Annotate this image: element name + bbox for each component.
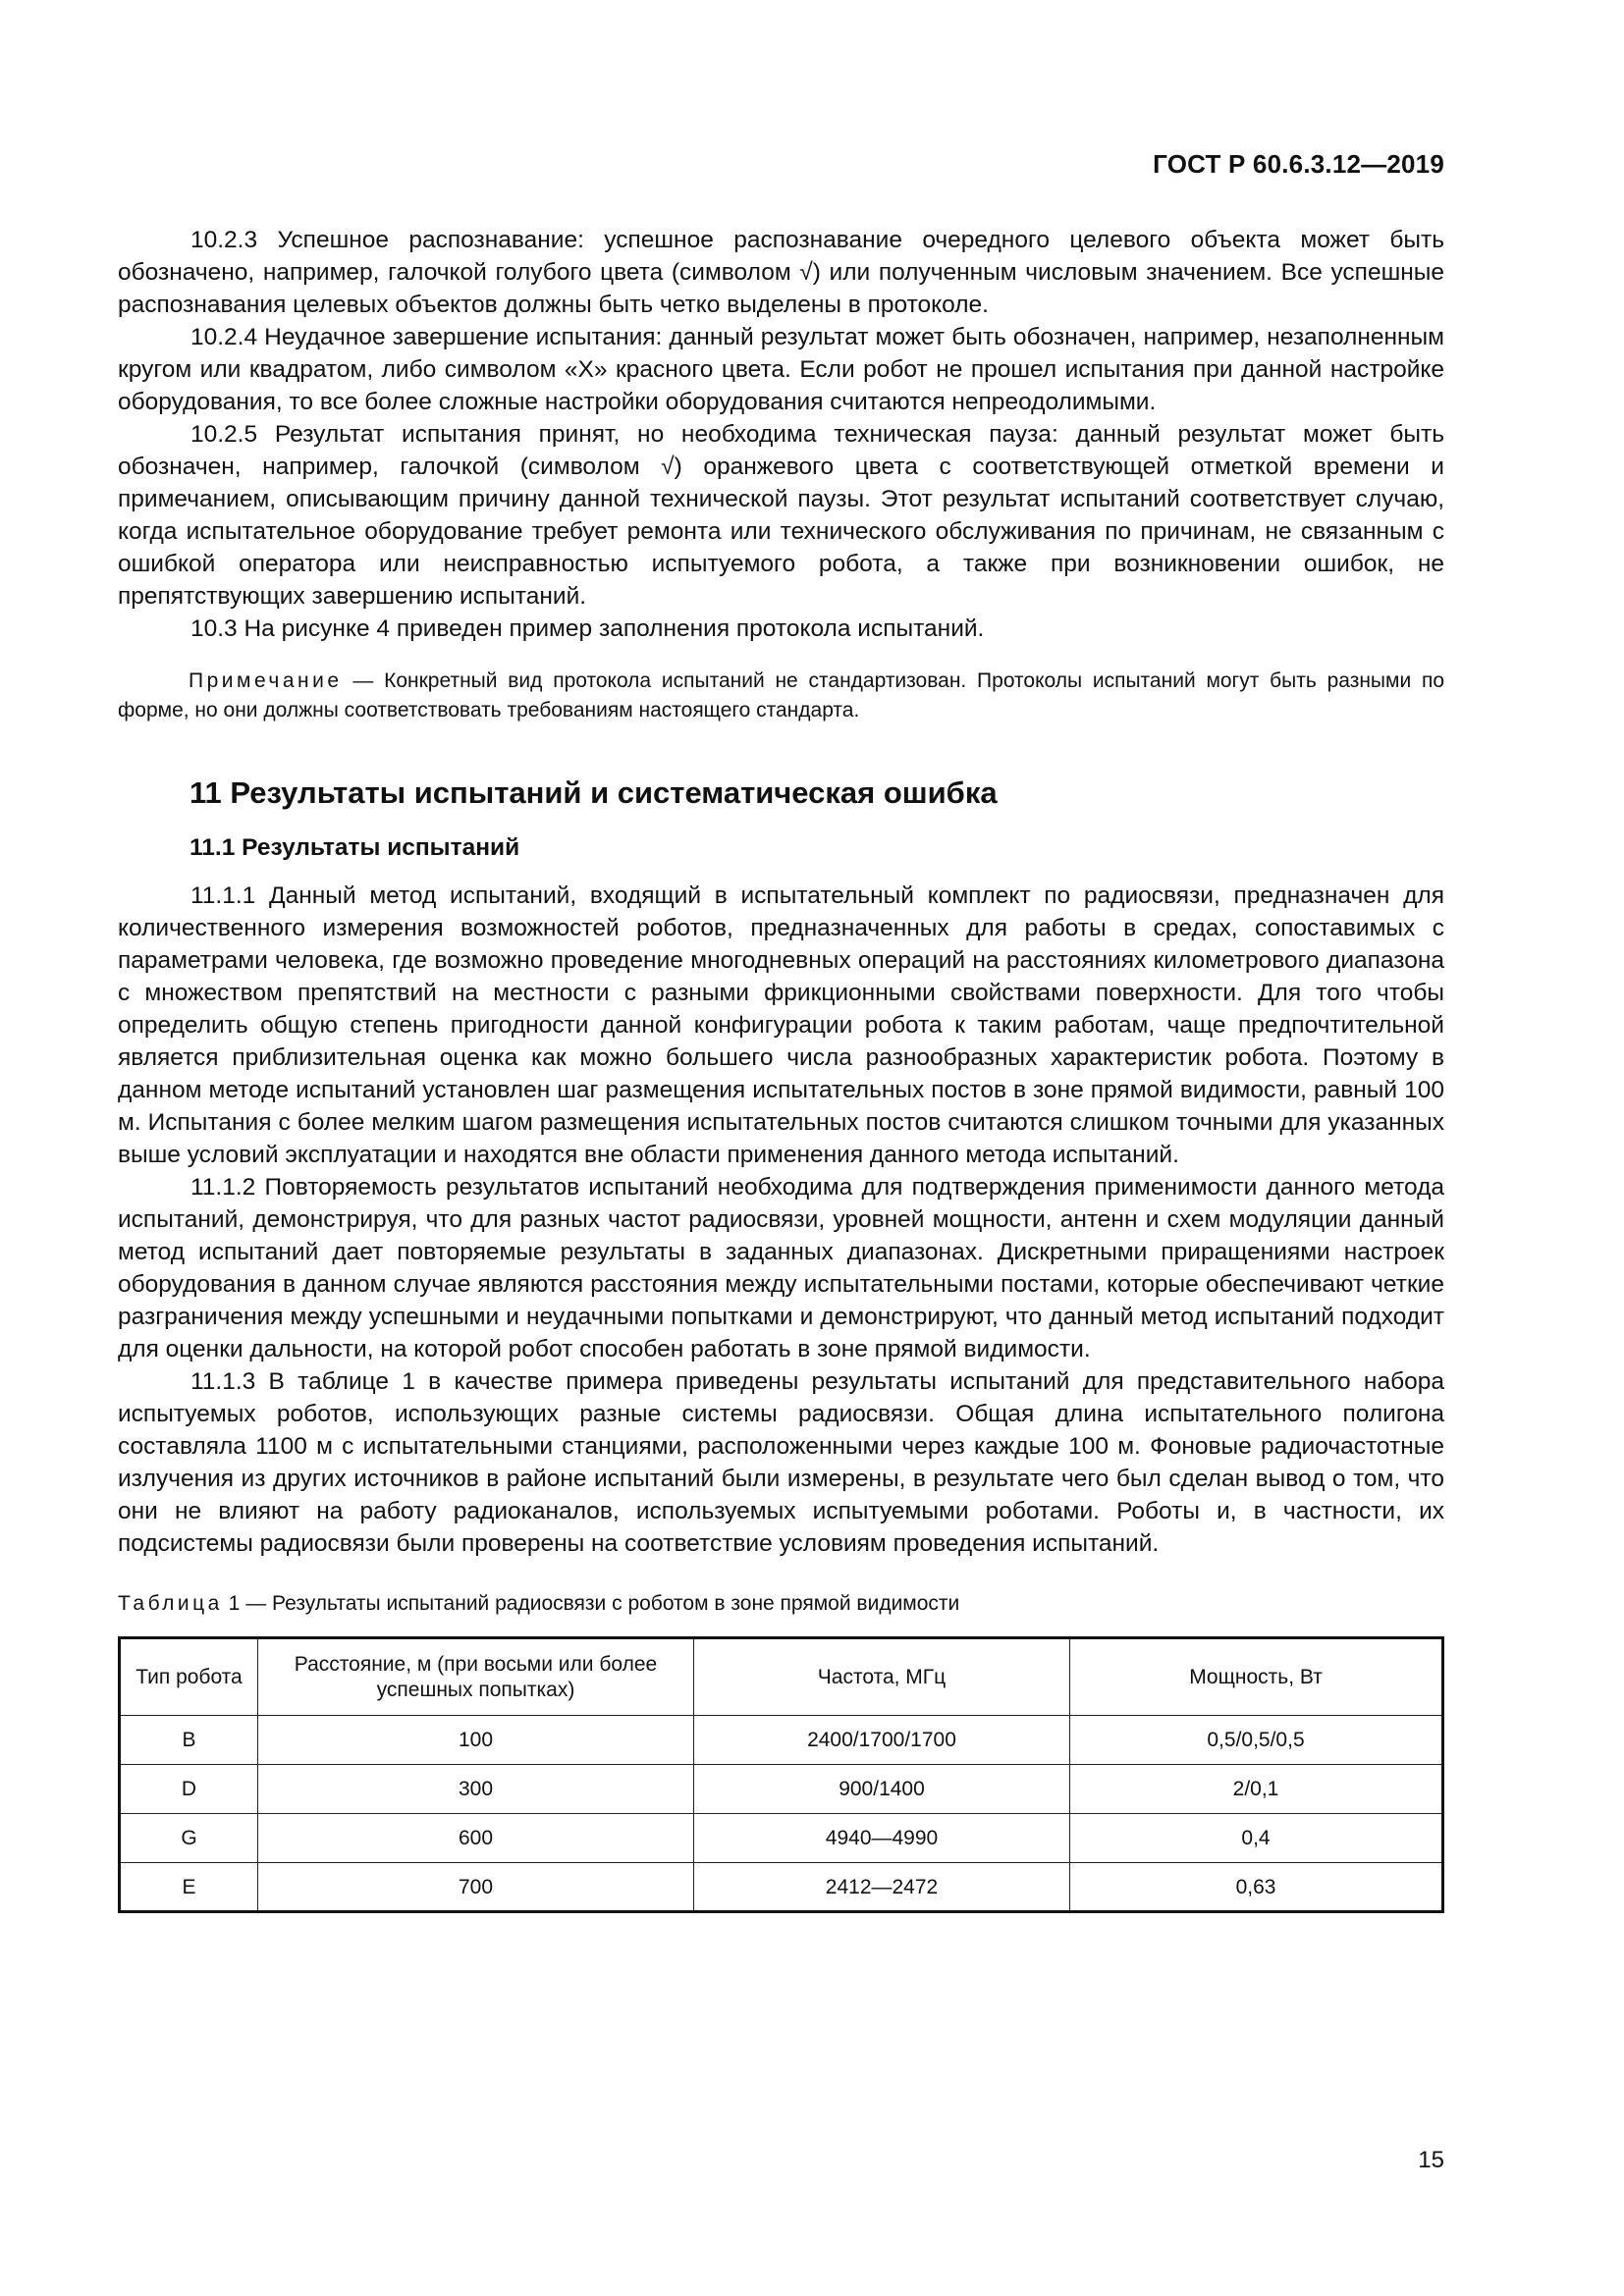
note-label: Примечание — [189, 669, 343, 692]
paragraph-10-2-3: 10.2.3 Успешное распознавание: успешное распознавание очередного целевого объекта может быть обозначено, например, галочкой голубого цвета (символом √) или полученным числовым значением. Все успешные распознавания целевых объектов должны быть четко выделены в протоколе. — [118, 227, 1444, 318]
cell-frequency: 2412—2472 — [694, 1863, 1070, 1912]
note-text: — Конкретный вид протокола испытаний не стандартизован. Протоколы испытаний могут быть разными по форме, но они должны соответствовать требованиям настоящего стандарта. — [118, 669, 1444, 721]
cell-power: 0,4 — [1070, 1814, 1443, 1863]
cell-frequency: 900/1400 — [694, 1765, 1070, 1814]
note — [118, 667, 1444, 725]
table-row — [120, 1863, 1443, 1912]
cell-distance: 100 — [258, 1716, 694, 1765]
table-row — [120, 1716, 1443, 1765]
header-power: Мощность, Вт — [1070, 1638, 1443, 1716]
header-robot-type: Тип робота — [120, 1638, 258, 1716]
cell-distance: 700 — [258, 1863, 694, 1912]
paragraph-10-2-5: 10.2.5 Результат испытания принят, но необходима техническая пауза: данный результат может быть обозначен, например, галочкой (символом √) оранжевого цвета с соответствующей отметкой времени и примечанием, описывающим причину данной технической паузы. Этот результат испытаний соответствует случаю, когда испытательное оборудование требует ремонта или технического обслуживания по причинам, не связанным с ошибкой оператора или неисправностью испытуемого робота, а также при возникновении ошибок, не препятствующих завершению испытаний. — [118, 421, 1444, 610]
cell-power: 2/0,1 — [1070, 1765, 1443, 1814]
paragraph-10-3: 10.3 На рисунке 4 приведен пример заполнения протокола испытаний. — [190, 615, 985, 642]
section-title: 11 Результаты испытаний и систематическая ошибка — [189, 775, 998, 810]
paragraph-11-1-3: 11.1.3 В таблице 1 в качестве примера приведены результаты испытаний для представительного набора испытуемых роботов, использующих разные системы радиосвязи. Общая длина испытательного полигона составляла 1100 м с испытательными станциями, расположенными через каждые 100 м. Фоновые радиочастотные излучения из других источников в районе испытаний были измерены, в результате чего был сделан вывод о том, что они не влияют на работу радиоканалов, используемых испытуемыми роботами. Роботы и, в частности, их подсистемы радиосвязи были проверены на соответствие условиям проведения испытаний. — [118, 1368, 1444, 1557]
table-caption-text: 1 — Результаты испытаний радиосвязи с роботом в зоне прямой видимости — [222, 1592, 960, 1615]
cell-robot-type: B — [120, 1716, 258, 1765]
page-number: 15 — [1418, 2147, 1444, 2173]
paragraph-11-1-1: 11.1.1 Данный метод испытаний, входящий в испытательный комплект по радиосвязи, предназначен для количественного измерения возможностей роботов, предназначенных для работы в средах, сопоставимых с параметрами человека, где возможно проведение многодневных операций на расстояниях километрового диапазона с множеством препятствий на местности с разными фрикционными свойствами поверхности. Для того чтобы определить общую степень пригодности данной конфигурации робота к таким работам, чаще предпочтительной является приблизительная оценка как можно большего числа разнообразных характеристик робота. Поэтому в данном методе испытаний установлен шаг размещения испытательных постов в зоне прямой видимости, равный 100 м. Испытания с более мелким шагом размещения испытательных постов считаются слишком точными для указанных выше условий эксплуатации и находятся вне области применения данного метода испытаний. — [118, 882, 1444, 1168]
header-distance: Расстояние, м (при восьми или более успешных попытках) — [258, 1638, 694, 1716]
document-body — [118, 224, 1444, 1913]
cell-robot-type: D — [120, 1765, 258, 1814]
table-row — [120, 1765, 1443, 1814]
cell-frequency: 2400/1700/1700 — [694, 1716, 1070, 1765]
table-caption-label: Таблица — [118, 1592, 223, 1615]
table-caption — [118, 1589, 1444, 1619]
standard-header: ГОСТ Р 60.6.3.12—2019 — [1153, 149, 1444, 179]
results-table — [118, 1636, 1444, 1913]
cell-robot-type: E — [120, 1863, 258, 1912]
cell-power: 0,63 — [1070, 1863, 1443, 1912]
paragraph-11-1-2: 11.1.2 Повторяемость результатов испытаний необходима для подтверждения применимости данного метода испытаний, демонстрируя, что для разных частот радиосвязи, уровней мощности, антенн и схем модуляции данный метод испытаний дает повторяемые результаты в заданных диапазонах. Дискретными приращениями настроек оборудования в данном случае являются расстояния между испытательными постами, которые обеспечивают четкие разграничения между успешными и неудачными попытками и демонстрируют, что данный метод испытаний подходит для оценки дальности, на которой робот способен работать в зоне прямой видимости. — [118, 1174, 1444, 1362]
cell-frequency: 4940—4990 — [694, 1814, 1070, 1863]
paragraph-10-2-4: 10.2.4 Неудачное завершение испытания: данный результат может быть обозначен, например, незаполненным кругом или квадратом, либо символом «X» красного цвета. Если робот не прошел испытания при данной настройке оборудования, то все более сложные настройки оборудования считаются непреодолимыми. — [118, 324, 1444, 415]
cell-power: 0,5/0,5/0,5 — [1070, 1716, 1443, 1765]
table-header-row — [120, 1638, 1443, 1716]
cell-distance: 300 — [258, 1765, 694, 1814]
subsection-title: 11.1 Результаты испытаний — [189, 834, 520, 861]
header-frequency: Частота, МГц — [694, 1638, 1070, 1716]
cell-robot-type: G — [120, 1814, 258, 1863]
cell-distance: 600 — [258, 1814, 694, 1863]
table-row — [120, 1814, 1443, 1863]
